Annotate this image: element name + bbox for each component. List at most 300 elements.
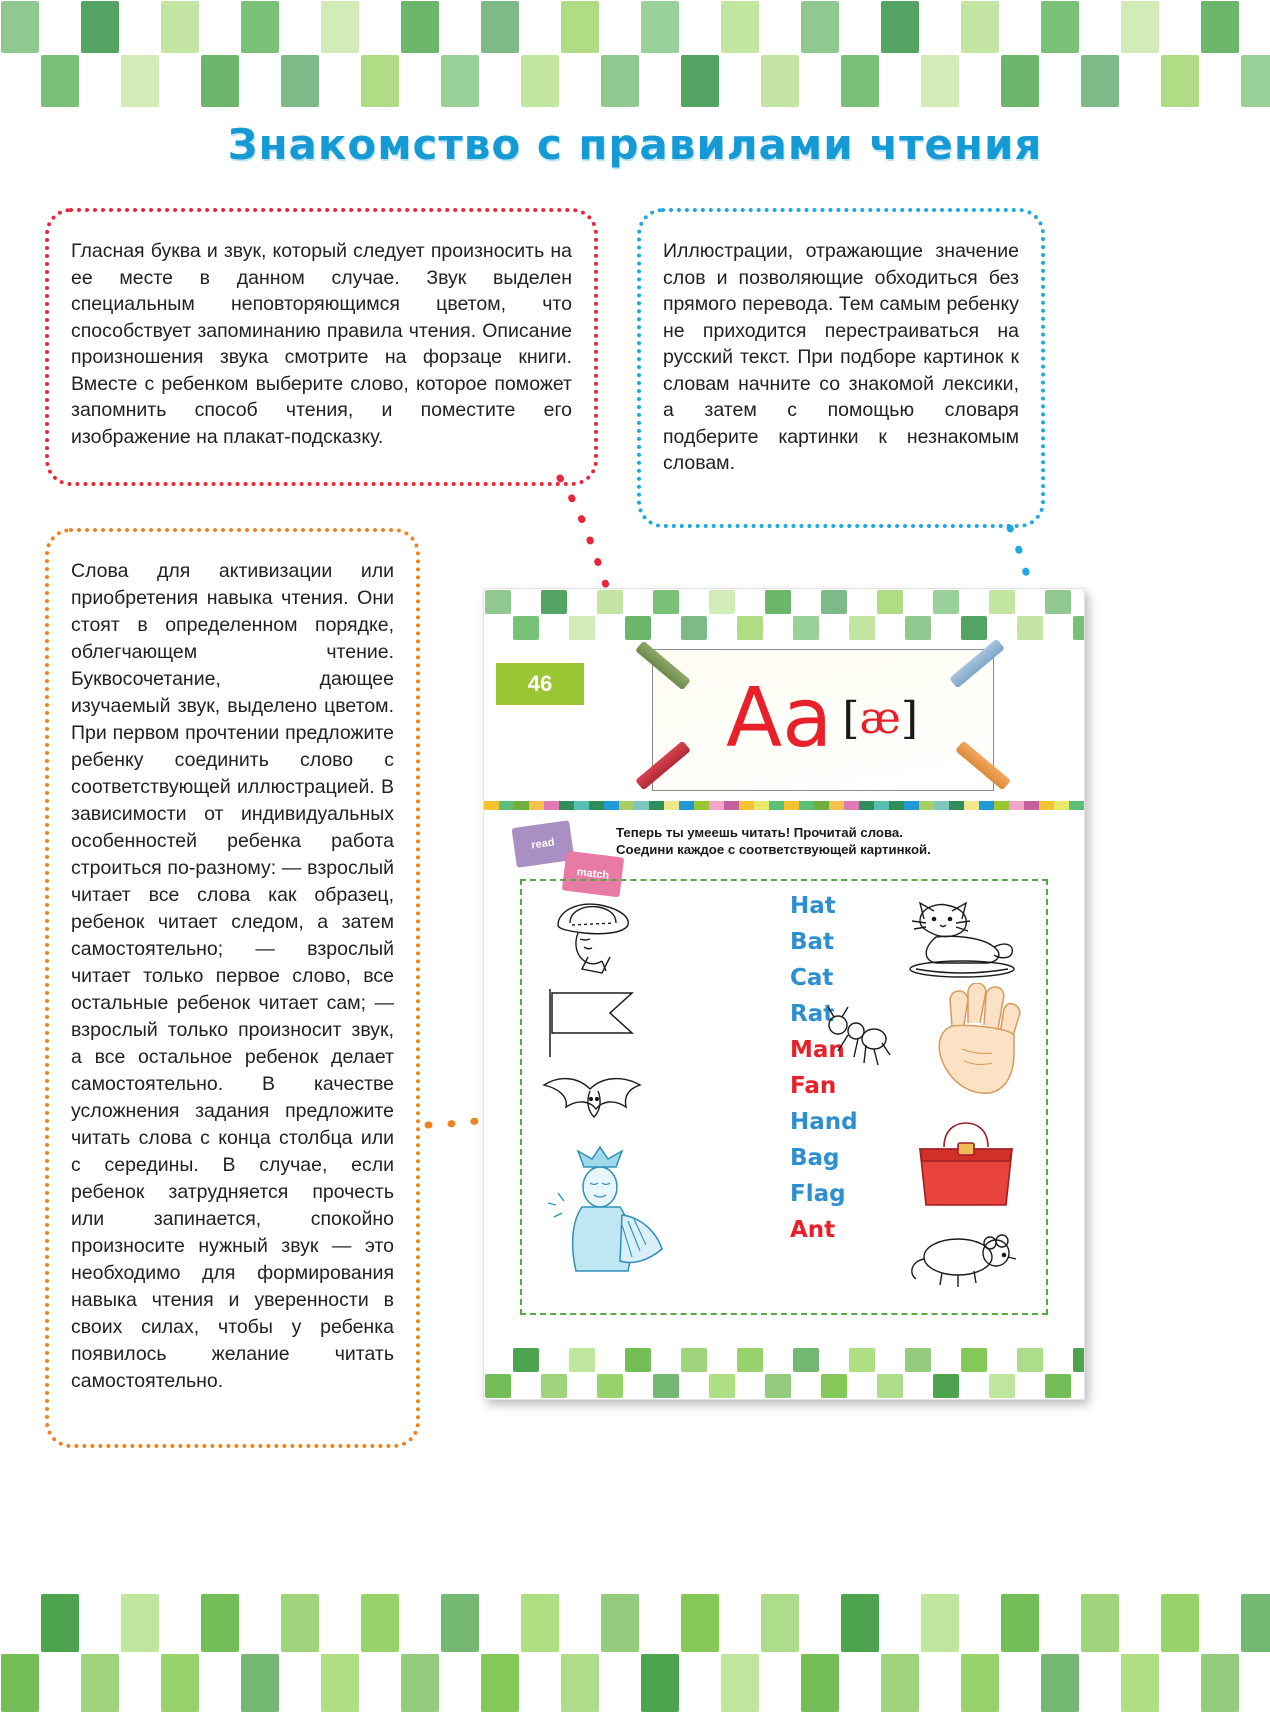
checker-cell (561, 1654, 599, 1712)
checker-cell (680, 589, 708, 615)
checker-cell (540, 615, 568, 641)
color-strip-segment (874, 801, 889, 810)
checker-cell (360, 1653, 400, 1713)
checker-cell (960, 54, 1000, 108)
checker-cell (401, 1, 439, 53)
checker-cell (601, 55, 639, 107)
checker-cell (1160, 1653, 1200, 1713)
checker-cell (161, 1654, 199, 1712)
color-strip-segment (589, 801, 604, 810)
checker-cell (801, 1654, 839, 1712)
checker-cell (721, 1654, 759, 1712)
color-strip-segment (1024, 801, 1039, 810)
checker-cell (1073, 1348, 1084, 1372)
checker-cell (1120, 1593, 1160, 1653)
checker-cell (640, 54, 680, 108)
letter-ipa (842, 693, 919, 744)
checker-cell (1240, 0, 1270, 54)
top-checker-border (0, 0, 1270, 108)
checker-cell (200, 1653, 240, 1713)
color-strip-segment (739, 801, 754, 810)
checker-cell (520, 0, 560, 54)
color-strip-segment (709, 801, 724, 810)
checker-cell (1120, 54, 1160, 108)
checker-cell (1045, 590, 1071, 614)
word-item-fan[interactable]: Fan (790, 1073, 837, 1099)
checker-cell (848, 1373, 876, 1399)
callout-red (45, 208, 598, 486)
checker-cell (440, 0, 480, 54)
checker-cell (1081, 1594, 1119, 1652)
color-strip-segment (859, 801, 874, 810)
color-strip-segment (649, 801, 664, 810)
checker-cell (721, 1, 759, 53)
checker-cell (160, 1593, 200, 1653)
checker-cell (241, 1654, 279, 1712)
word-item-hand[interactable]: Hand (790, 1109, 858, 1135)
checker-cell (988, 615, 1016, 641)
checker-cell (1200, 54, 1240, 108)
checker-cell (1121, 1, 1159, 53)
checker-cell (280, 0, 320, 54)
checker-cell (709, 590, 735, 614)
bottom-checker-border (0, 1593, 1270, 1713)
checker-cell (360, 0, 400, 54)
exercise-box (520, 879, 1048, 1315)
checker-cell (989, 1374, 1015, 1398)
checker-cell (480, 54, 520, 108)
color-strip-segment (1009, 801, 1024, 810)
checker-cell (485, 1374, 511, 1398)
checker-cell (841, 55, 879, 107)
color-strip-segment (679, 801, 694, 810)
checker-cell (920, 0, 960, 54)
checker-cell (720, 1593, 760, 1653)
checker-cell (720, 54, 760, 108)
color-strip-segment (979, 801, 994, 810)
checker-cell (876, 615, 904, 641)
checker-cell (161, 1, 199, 53)
checker-cell (793, 616, 819, 640)
color-strip-segment (619, 801, 634, 810)
color-strip-segment (814, 801, 829, 810)
color-strip-segment (604, 801, 619, 810)
checker-cell (881, 1654, 919, 1712)
checker-cell (1200, 1593, 1240, 1653)
checker-cell (761, 55, 799, 107)
checker-cell (568, 589, 596, 615)
color-strip-segment (664, 801, 679, 810)
checker-cell (480, 1593, 520, 1653)
checker-cell (640, 1593, 680, 1653)
color-strip-segment (1069, 801, 1084, 810)
checker-cell (765, 1374, 791, 1398)
color-strip-segment (949, 801, 964, 810)
checker-cell (681, 616, 707, 640)
checker-cell (512, 1373, 540, 1399)
color-strip-segment (499, 801, 514, 810)
checker-cell (821, 590, 847, 614)
callout-red-text: Гласная буква и звук, который следует произносить на ее месте в данном случае. Звук выделен специальным неповторяющимся цветом, что способствует запоминанию правила чтения. Описание произношения звука смотрите на форзаце книги. Вместе с ребенком выберите слово, которое поможет запомнить способ чтения, и поместите его изображение на плакат-подсказку. (71, 240, 572, 448)
checker-cell (513, 616, 539, 640)
checker-cell (280, 1653, 320, 1713)
checker-cell (1044, 1347, 1072, 1373)
color-strip-segment (784, 801, 799, 810)
checker-cell (1001, 1594, 1039, 1652)
color-strip-segment (724, 801, 739, 810)
checker-cell (600, 1653, 640, 1713)
checker-cell (569, 616, 595, 640)
checker-cell (520, 1653, 560, 1713)
cat-on-mat-drawing (896, 891, 1024, 979)
page-instruction (484, 820, 1084, 882)
checker-cell (560, 54, 600, 108)
callout-blue-text: Иллюстрации, отражающие значение слов и позволяющие обходиться без прямого перевода. Тем самым ребенку не приходится перестраиваться на русский текст. При подборе картинок к словам начните со знакомой лексики, а затем с помощью словаря подберите картинки к незнакомым словам. (663, 240, 1019, 474)
checker-cell (1161, 55, 1199, 107)
checker-cell (1044, 615, 1072, 641)
checker-cell (596, 1347, 624, 1373)
checker-cell (989, 590, 1015, 614)
checker-cell (440, 1653, 480, 1713)
checker-cell (160, 54, 200, 108)
checker-cell (0, 54, 40, 108)
checker-cell (961, 1348, 987, 1372)
color-strip-segment (514, 801, 529, 810)
color-strip-segment (1054, 801, 1069, 810)
checker-cell (1041, 1, 1079, 53)
checker-cell (400, 1593, 440, 1653)
checker-cell (880, 1593, 920, 1653)
checker-cell (1201, 1654, 1239, 1712)
checker-cell (281, 1594, 319, 1652)
letter-aa: Aa (725, 671, 833, 766)
checker-cell (681, 1594, 719, 1652)
checker-row (484, 589, 1084, 615)
word-item-hat[interactable]: Hat (790, 893, 836, 919)
checker-cell (821, 1374, 847, 1398)
match-tag-label: match (576, 865, 610, 882)
bag-drawing (910, 1119, 1022, 1213)
checker-cell (877, 590, 903, 614)
checker-cell (961, 1, 999, 53)
color-strip-segment (934, 801, 949, 810)
color-strip-segment (529, 801, 544, 810)
checker-cell (932, 615, 960, 641)
checker-cell (0, 1593, 40, 1653)
checker-cell (321, 1, 359, 53)
checker-cell (1080, 1653, 1120, 1713)
checker-cell (736, 589, 764, 615)
checker-cell (521, 1594, 559, 1652)
checker-cell (760, 0, 800, 54)
checker-cell (568, 1373, 596, 1399)
checker-cell (904, 589, 932, 615)
checker-cell (1160, 0, 1200, 54)
ipa-open-bracket: [ (842, 693, 860, 744)
color-strip-segment (889, 801, 904, 810)
checker-cell (512, 589, 540, 615)
color-strip-divider (484, 801, 1084, 810)
color-strip-segment (574, 801, 589, 810)
checker-cell (320, 1593, 360, 1653)
ant-drawing (814, 1005, 892, 1077)
color-strip-segment (634, 801, 649, 810)
checker-cell (541, 1374, 567, 1398)
checker-cell (820, 615, 848, 641)
checker-cell (1045, 1374, 1071, 1398)
page-title: Знакомство с правилами чтения (227, 120, 1043, 169)
checker-cell (680, 1373, 708, 1399)
bat-drawing (540, 1069, 656, 1131)
checker-cell (361, 55, 399, 107)
color-strip-segment (919, 801, 934, 810)
checker-cell (1080, 0, 1120, 54)
checker-cell (708, 1347, 736, 1373)
checker-cell (320, 54, 360, 108)
checker-cell (840, 1653, 880, 1713)
checker-cell (560, 1593, 600, 1653)
color-strip-segment (904, 801, 919, 810)
checker-cell (1081, 55, 1119, 107)
checker-cell (793, 1348, 819, 1372)
checker-cell (800, 1593, 840, 1653)
checker-cell (361, 1594, 399, 1652)
checker-cell (960, 1373, 988, 1399)
checker-cell (484, 1347, 512, 1373)
checker-cell (1161, 1594, 1199, 1652)
checker-cell (1241, 55, 1270, 107)
checker-cell (905, 1348, 931, 1372)
checker-cell (569, 1348, 595, 1372)
checker-cell (1016, 1373, 1044, 1399)
checker-cell (792, 1373, 820, 1399)
word-item-man[interactable]: Man (790, 1037, 845, 1063)
checker-cell (904, 1373, 932, 1399)
color-strip-segment (964, 801, 979, 810)
checker-cell (601, 1594, 639, 1652)
checker-cell (932, 1347, 960, 1373)
checker-cell (736, 1373, 764, 1399)
checker-cell (764, 615, 792, 641)
checker-cell (841, 1594, 879, 1652)
checker-cell (760, 1653, 800, 1713)
hand-drawing (928, 983, 1024, 1097)
checker-cell (792, 589, 820, 615)
checker-cell (600, 0, 640, 54)
checker-cell (961, 1654, 999, 1712)
checker-cell (1040, 1593, 1080, 1653)
checker-cell (1016, 589, 1044, 615)
checker-cell (881, 1, 919, 53)
checker-cell (121, 55, 159, 107)
callout-orange-text: Слова для активизации или приобретения навыка чтения. Они стоят в определенном порядке, облегчающем чтение. Буквосочетание, дающее изучаемый звук, выделено цветом. При первом прочтении предложите ребенку соединить слово с соответствующей иллюстрацией. В зависимости от индивидуальных особенностей ребенка работа строиться по-разному: — взрослый читает все слова как образец, ребенок читает следом, а затем самостоятельно; — взрослый читает только первое слово, все остальные ребенок читает сам; — взрослый только произносит звук, а все остальное ребенок делает самостоятельно. В качестве усложнения задания предложите читать слова с конца столбца или с середины. В случае, если ребенок затрудняется прочесть или запинается, спокойно произносите нужный звук — это необходимо для формирования навыка чтения и уверенности в своих силах, чтобы у ребенка появилось желание читать самостоятельно. (71, 560, 394, 1392)
checker-cell (988, 1347, 1016, 1373)
word-item-ant[interactable]: Ant (790, 1217, 836, 1243)
checker-row (484, 1373, 1084, 1399)
checker-cell (1017, 1348, 1043, 1372)
color-strip-segment (754, 801, 769, 810)
checker-cell (1000, 0, 1040, 54)
checker-cell (625, 1348, 651, 1372)
ipa-close-bracket: ] (900, 693, 919, 744)
page-top-checker-border (484, 589, 1084, 641)
checker-cell (1040, 54, 1080, 108)
checker-cell (1073, 616, 1084, 640)
checker-cell (597, 590, 623, 614)
checker-cell (1001, 55, 1039, 107)
color-strip-segment (1039, 801, 1054, 810)
checker-cell (624, 589, 652, 615)
checker-cell (709, 1374, 735, 1398)
checker-cell (481, 1654, 519, 1712)
checker-row (0, 0, 1270, 54)
checker-cell (120, 0, 160, 54)
checker-cell (652, 615, 680, 641)
color-strip-segment (694, 801, 709, 810)
checker-cell (848, 589, 876, 615)
checker-cell (641, 1654, 679, 1712)
color-strip-segment (544, 801, 559, 810)
man-in-hat-drawing (544, 895, 640, 977)
checker-cell (241, 1, 279, 53)
page-number-badge: 46 (496, 663, 584, 705)
checker-cell (485, 590, 511, 614)
checker-cell (761, 1594, 799, 1652)
checker-cell (401, 1654, 439, 1712)
checker-row (484, 615, 1084, 641)
ipa-symbol: æ (859, 693, 901, 744)
fairy-with-fan-drawing (536, 1145, 672, 1295)
checker-cell (801, 1, 839, 53)
checker-cell (961, 616, 987, 640)
checker-cell (1201, 1, 1239, 53)
letter-display (652, 649, 992, 789)
checker-cell (121, 1594, 159, 1652)
checker-cell (1240, 1653, 1270, 1713)
rat-drawing (904, 1225, 1028, 1291)
checker-cell (441, 55, 479, 107)
checker-cell (905, 616, 931, 640)
checker-row (484, 1347, 1084, 1373)
checker-cell (877, 1374, 903, 1398)
checker-cell (540, 1347, 568, 1373)
checker-cell (1000, 1653, 1040, 1713)
callout-orange (45, 528, 420, 1448)
checker-row (0, 1593, 1270, 1653)
checker-cell (960, 1593, 1000, 1653)
word-item-cat[interactable]: Cat (790, 965, 834, 991)
read-tag-label: read (530, 835, 556, 852)
checker-cell (681, 1348, 707, 1372)
checker-cell (484, 615, 512, 641)
checker-cell (81, 1, 119, 53)
checker-cell (596, 615, 624, 641)
checker-cell (201, 55, 239, 107)
checker-cell (764, 1347, 792, 1373)
checker-cell (933, 590, 959, 614)
color-strip-segment (844, 801, 859, 810)
checker-cell (1241, 1594, 1270, 1652)
word-item-rat[interactable]: Rat (790, 1001, 835, 1027)
checker-cell (876, 1347, 904, 1373)
color-strip-segment (559, 801, 574, 810)
checker-cell (653, 590, 679, 614)
checker-cell (81, 1654, 119, 1712)
embedded-book-page (483, 588, 1085, 1400)
checker-cell (652, 1347, 680, 1373)
checker-cell (960, 589, 988, 615)
flag-drawing (536, 985, 646, 1061)
checker-cell (1017, 616, 1043, 640)
checker-cell (933, 1374, 959, 1398)
checker-cell (200, 0, 240, 54)
checker-cell (41, 55, 79, 107)
page-bottom-checker-border (484, 1347, 1084, 1399)
checker-cell (321, 1654, 359, 1712)
checker-cell (680, 1653, 720, 1713)
checker-cell (680, 0, 720, 54)
word-item-flag[interactable]: Flag (790, 1181, 846, 1207)
checker-cell (1072, 1373, 1084, 1399)
checker-cell (80, 54, 120, 108)
color-strip-segment (769, 801, 784, 810)
checker-cell (921, 1594, 959, 1652)
checker-cell (41, 1594, 79, 1652)
checker-cell (624, 1373, 652, 1399)
instruction-line-2: Соедини каждое с соответствующей картинкой. (616, 842, 931, 857)
checker-cell (281, 55, 319, 107)
checker-cell (653, 1374, 679, 1398)
page-header-area (484, 641, 1084, 801)
checker-cell (513, 1348, 539, 1372)
callout-blue (637, 208, 1045, 528)
checker-cell (1072, 589, 1084, 615)
checker-cell (1041, 1654, 1079, 1712)
checker-cell (40, 1653, 80, 1713)
checker-row (0, 54, 1270, 108)
checker-cell (765, 590, 791, 614)
checker-cell (737, 1348, 763, 1372)
checker-cell (541, 590, 567, 614)
checker-cell (708, 615, 736, 641)
checker-cell (625, 616, 651, 640)
checker-cell (240, 54, 280, 108)
checker-cell (820, 1347, 848, 1373)
checker-cell (1121, 1654, 1159, 1712)
checker-cell (521, 55, 559, 107)
checker-cell (849, 616, 875, 640)
checker-cell (400, 54, 440, 108)
checker-cell (800, 54, 840, 108)
color-strip-segment (829, 801, 844, 810)
checker-cell (481, 1, 519, 53)
checker-cell (1, 1, 39, 53)
checker-cell (737, 616, 763, 640)
checker-cell (681, 55, 719, 107)
checker-cell (920, 1653, 960, 1713)
checker-cell (80, 1593, 120, 1653)
checker-cell (201, 1594, 239, 1652)
word-item-bat[interactable]: Bat (790, 929, 835, 955)
checker-cell (441, 1594, 479, 1652)
checker-cell (921, 55, 959, 107)
checker-cell (880, 54, 920, 108)
checker-row (0, 1653, 1270, 1713)
checker-cell (120, 1653, 160, 1713)
color-strip-segment (994, 801, 1009, 810)
color-strip-segment (484, 801, 499, 810)
word-item-bag[interactable]: Bag (790, 1145, 840, 1171)
